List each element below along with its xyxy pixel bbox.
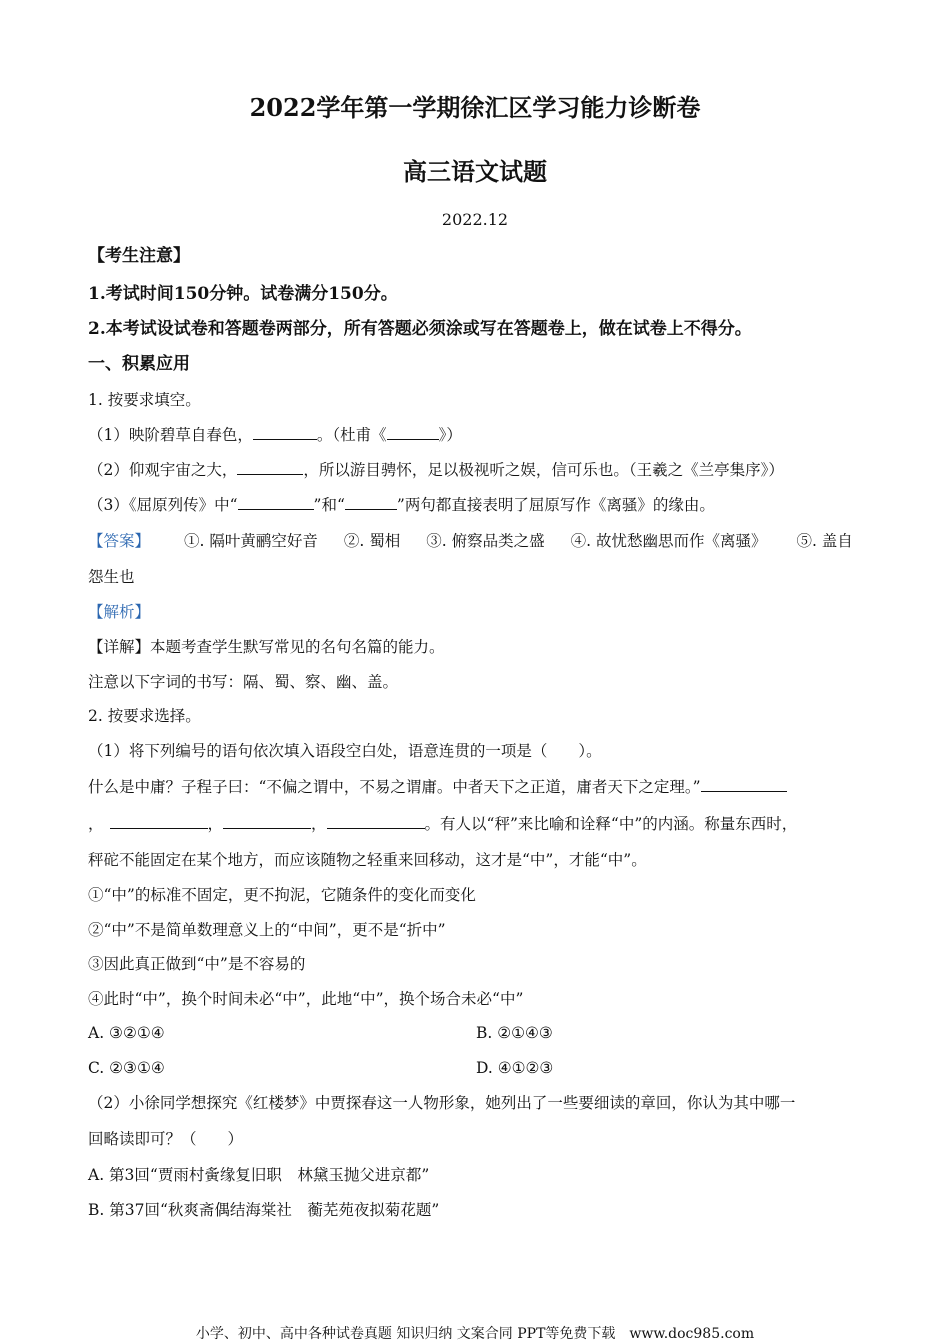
footer-url[interactable]: www.doc985.com [629,1326,755,1342]
option-a: A. ③②①④ [88,1024,165,1042]
list-item: ④此时“中”，换个时间未必“中”，此地“中”，换个场合未必“中” [88,990,524,1008]
notice-heading: 【考生注意】 [88,246,190,266]
question-1-stem: 1. 按要求填空。 [88,391,201,409]
text-segment: ，所以游目骋怀，足以极视听之娱，信可乐也。（王羲之《兰亭集序》） [303,461,784,479]
list-item: ②“中”不是简单数理意义上的“中间”，更不是“折中” [88,921,446,939]
fill-blank [237,460,303,475]
page-footer [0,1323,950,1343]
fill-blank [327,814,425,829]
text-segment: ， [311,815,327,833]
question-2-sub-2-cont: 回略读即可？（ ） [88,1130,244,1148]
fill-blank [701,777,787,792]
fill-blank [223,814,311,829]
notice-item-2: 2.本考试设试卷和答题卷两部分，所有答题必须涂或写在答题卷上，做在试卷上不得分。 [88,319,752,339]
text-segment: ”两句都直接表明了屈原写作《离骚》的缘由。 [396,496,715,514]
question-1-sub-2 [88,459,868,481]
fill-blank [110,814,208,829]
question-1-sub-1 [88,424,868,446]
text-segment: （3）《屈原列传》中“ [88,496,238,514]
exam-title: 2022学年第一学期徐汇区学习能力诊断卷 [249,93,701,122]
text-segment: （1）映阶碧草自春色， [88,426,253,444]
passage-line-2 [88,813,868,835]
option-a-chapter: A. 第3回“贾雨村夤缘复旧职 林黛玉抛父进京都” [88,1166,430,1184]
analysis-detail: 【详解】本题考查学生默写常见的名句名篇的能力。 [88,638,445,656]
fill-blank [387,425,439,440]
analysis-tag: 【解析】 [88,603,151,621]
list-item: ③因此真正做到“中”是不容易的 [88,955,306,973]
answer-line [88,530,868,552]
text-segment: 。有人以“秤”来比喻和诠释“中”的内涵。称量东西时， [424,815,798,833]
question-1-sub-3 [88,494,868,516]
option-b-chapter: B. 第37回“秋爽斋偶结海棠社 蘅芜苑夜拟菊花题” [88,1201,440,1219]
answer-item: ①. 隔叶黄鹂空好音 [184,532,318,550]
passage-line-1 [88,776,868,798]
option-d: D. ④①②③ [476,1059,554,1077]
text-segment: ， [207,815,224,833]
analysis-note: 注意以下字词的书写：隔、蜀、察、幽、盖。 [88,673,399,691]
fill-blank [253,425,317,440]
question-2-sub-1: （1）将下列编号的语句依次填入语段空白处，语意连贯的一项是（ ）。 [88,742,602,760]
notice-item-1: 1.考试时间150分钟。试卷满分150分。 [88,284,398,304]
text-segment: ， [88,815,104,833]
question-2-stem: 2. 按要求选择。 [88,707,201,725]
text-segment: 》） [438,426,462,444]
section-heading: 一、积累应用 [88,354,190,374]
answer-continuation: 怨生也 [88,568,135,586]
answer-item: ③. 俯察品类之盛 [426,532,545,550]
passage-line-3: 秤砣不能固定在某个地方，而应该随物之轻重来回移动，这才是“中”，才能“中”。 [88,851,647,869]
option-c: C. ②③①④ [88,1059,165,1077]
text-segment: 。（杜甫《 [316,426,387,444]
option-b: B. ②①④③ [476,1024,553,1042]
exam-date: 2022.12 [441,210,509,229]
question-2-sub-2: （2）小徐同学想探究《红楼梦》中贾探春这一人物形象，她列出了一些要细读的章回，你认为其中哪一 [88,1094,796,1112]
text-segment: 什么是中庸？子程子曰：“不偏之谓中，不易之谓庸。中者天下之正道，庸者天下之定理。” [88,778,701,796]
text-segment: （2）仰观宇宙之大， [88,461,238,479]
answer-item: ④. 故忧愁幽思而作《离骚》 [570,532,767,550]
text-segment: ”和“ [313,496,345,514]
answer-item: ②. 蜀相 [343,532,401,550]
answer-item: ⑤. 盖自 [796,532,853,550]
exam-subtitle: 高三语文试题 [403,157,547,186]
answer-tag: 【答案】 [88,532,151,550]
fill-blank [345,495,397,510]
footer-text: 小学、初中、高中各种试卷真题 知识归纳 文案合同 PPT等免费下载 [195,1326,616,1342]
list-item: ①“中”的标准不固定，更不拘泥，它随条件的变化而变化 [88,886,476,904]
fill-blank [238,495,314,510]
